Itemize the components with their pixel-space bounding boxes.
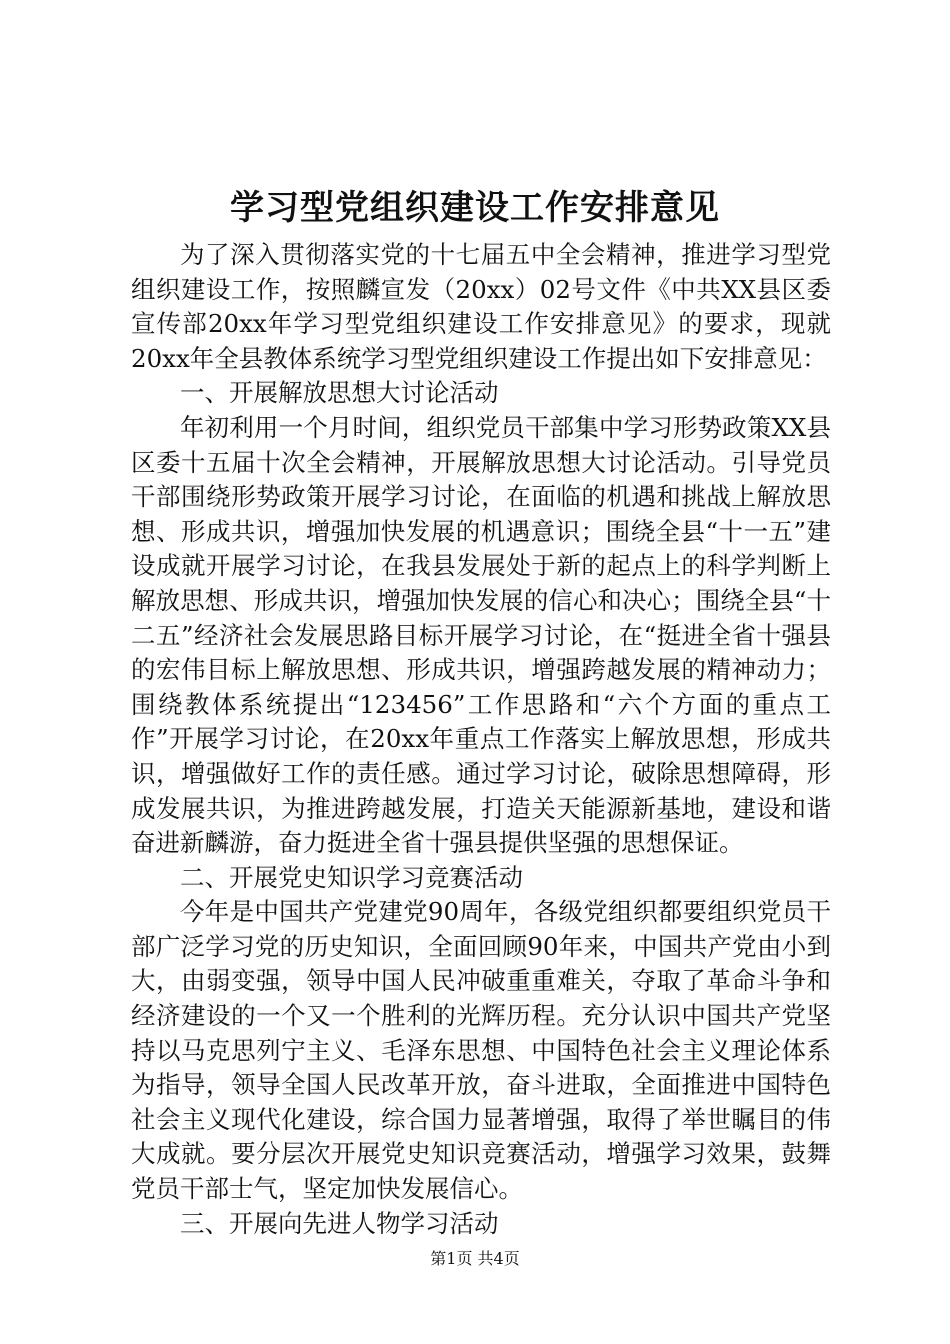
page-footer: 第1页 共4页 — [430, 1249, 520, 1268]
document-body — [131, 238, 831, 1241]
section-heading-3: 三、开展向先进人物学习活动 — [180, 1208, 499, 1238]
section-heading-1: 一、开展解放思想大讨论活动 — [180, 378, 499, 408]
section-paragraph-2: 今年是中国共产党建党90周年，各级党组织都要组织党员干部广泛学习党的历史知识，全面回顾90年来，中国共产党由小到大，由弱变强，领导中国人民冲破重重难关，夺取了革命斗争和经济建设的一个又一个胜利的光辉历程。充分认识中国共产党坚持以马克思列宁主义、毛泽东思想、中国特色社会主义理论体系为指导，领导全国人民改革开放，奋斗进取，全面推进中国特色社会主义现代化建设，综合国力显著增强，取得了举世瞩目的伟大成就。要分层次开展党史知识竞赛活动，增强学习效果，鼓舞党员干部士气，坚定加快发展信心。 — [131, 897, 831, 1204]
section-heading-2: 二、开展党史知识学习竞赛活动 — [180, 862, 523, 892]
intro-paragraph: 为了深入贯彻落实党的十七届五中全会精神，推进学习型党组织建设工作，按照麟宣发（20xx）02号文件《中共XX县区委宣传部20xx年学习型党组织建设工作安排意见》的要求，现就20xx年全县教体系统学习型党组织建设工作提出如下安排意见： — [131, 240, 831, 373]
document-title: 学习型党组织建设工作安排意见 — [230, 188, 720, 228]
section-paragraph-1: 年初利用一个月时间，组织党员干部集中学习形势政策XX县区委十五届十次全会精神，开展解放思想大讨论活动。引导党员干部围绕形势政策开展学习讨论，在面临的机遇和挑战上解放思想、形成共识，增强加快发展的机遇意识；围绕全县“十一五”建设成就开展学习讨论，在我县发展处于新的起点上的科学判断上解放思想、形成共识，增强加快发展的信心和决心；围绕全县“十二五”经济社会发展思路目标开展学习讨论，在“挺进全省十强县的宏伟目标上解放思想、形成共识，增强跨越发展的精神动力；围绕教体系统提出“123456”工作思路和“六个方面的重点工作”开展学习讨论，在20xx年重点工作落实上解放思想，形成共识，增强做好工作的责任感。通过学习讨论，破除思想障碍，形成发展共识，为推进跨越发展，打造关天能源新基地，建设和谐奋进新麟游，奋力挺进全省十强县提供坚强的思想保证。 — [131, 412, 831, 858]
